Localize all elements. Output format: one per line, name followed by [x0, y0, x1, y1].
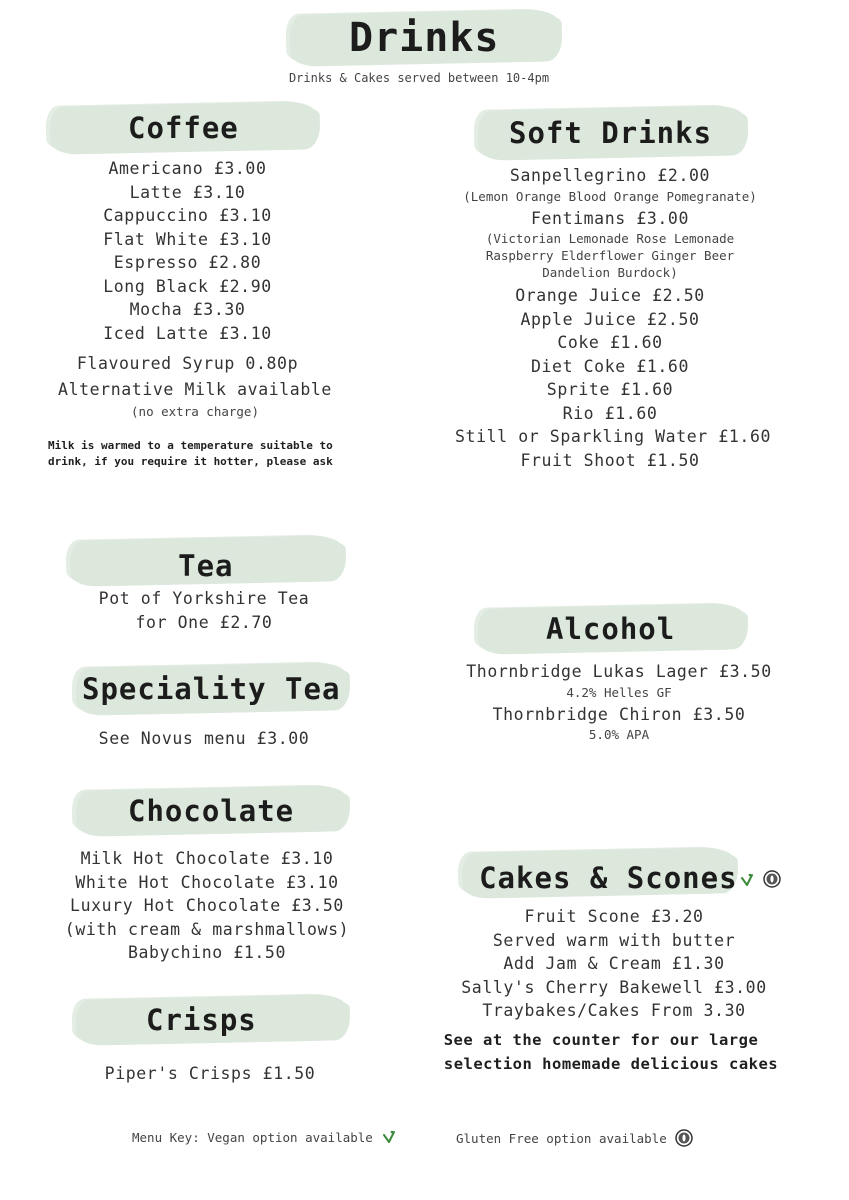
- coffee-list: [50, 157, 325, 345]
- soft-drinks-heading: Soft Drinks: [509, 116, 713, 150]
- cakes-heading: Cakes & Scones: [478, 860, 738, 895]
- counter-note: [430, 1028, 792, 1076]
- service-hours: Drinks & Cakes served between 10-4pm: [288, 71, 550, 85]
- soft-drinks-list: [455, 164, 772, 472]
- cakes-list: [455, 905, 773, 1023]
- fentimans-flavours: Raspberry Elderflower Ginger Beer: [485, 248, 735, 263]
- alcohol-heading: Alcohol: [546, 612, 676, 646]
- list-item: Thornbridge Lukas Lager £3.50: [466, 662, 772, 681]
- drinks-title-brush: [289, 9, 558, 67]
- milk-note-line: Milk is warmed to a temperature suitable to: [48, 439, 333, 452]
- list-item: Sanpellegrino £2.00: [509, 166, 711, 185]
- tea-heading: Tea: [178, 548, 234, 583]
- list-item: Espresso £2.80: [113, 253, 262, 272]
- alternative-milk: Alternative Milk available: [58, 379, 332, 399]
- menu-key-gf-label: Gluten Free option available: [456, 1130, 667, 1146]
- gluten-free-icon: [763, 868, 781, 888]
- counter-note-line: selection homemade delicious cakes: [443, 1055, 779, 1073]
- coffee-heading-brush: [50, 101, 317, 155]
- list-item: Diet Coke £1.60: [530, 356, 689, 376]
- coffee-extras: [50, 352, 340, 420]
- list-item: White Hot Chocolate £3.10: [75, 872, 339, 892]
- chocolate-list: [62, 847, 352, 965]
- list-item: Fruit Shoot £1.50: [520, 450, 700, 470]
- sanpellegrino-flavours: (Lemon Orange Blood Orange Pomegranate): [463, 188, 757, 204]
- chocolate-heading-brush: [76, 785, 347, 837]
- list-item: Fentimans £3.00: [530, 208, 689, 228]
- speciality-tea-heading: Speciality Tea: [81, 672, 341, 706]
- menu-key-vegan-label: Menu Key: Vegan option available: [132, 1129, 373, 1145]
- list-item: Milk Hot Chocolate £3.10: [80, 849, 334, 868]
- vegan-check-icon: [381, 1129, 397, 1145]
- list-item: Apple Juice £2.50: [520, 309, 700, 329]
- list-item: Iced Latte £3.10: [103, 323, 272, 343]
- tea-heading-brush: [70, 535, 343, 587]
- lager-note: 4.2% Helles GF: [566, 684, 672, 700]
- fentimans-flavours: (Victorian Lemonade Rose Lemonade: [485, 231, 735, 246]
- coffee-heading: Coffee: [127, 111, 239, 146]
- list-item: Sally's Cherry Bakewell £3.00: [461, 977, 767, 997]
- list-item: Americano £3.00: [108, 159, 267, 178]
- crisps-heading: Crisps: [145, 1003, 257, 1038]
- vegan-check-icon: [739, 869, 755, 888]
- flavoured-syrup: Flavoured Syrup 0.80p: [76, 354, 299, 373]
- list-item: Mocha £3.30: [129, 300, 246, 319]
- list-item: Fruit Scone £3.20: [524, 907, 704, 926]
- list-item: Rio £1.60: [562, 403, 658, 423]
- alcohol-list: [460, 660, 778, 743]
- speciality-tea-list: [64, 727, 344, 751]
- list-item: Still or Sparkling Water £1.60: [455, 427, 772, 446]
- list-item: Served warm with butter: [492, 930, 736, 950]
- list-item: Add Jam & Cream £1.30: [503, 954, 725, 973]
- list-item: Babychino £1.50: [127, 943, 286, 962]
- gluten-free-icon: [675, 1129, 693, 1147]
- list-item: Coke £1.60: [557, 333, 663, 352]
- soft-drinks-heading-brush: [478, 105, 745, 161]
- milk-note-line: drink, if you require it hotter, please ask: [48, 455, 333, 468]
- list-item: Piper's Crisps £1.50: [104, 1064, 316, 1083]
- fentimans-flavours: Dandelion Burdock): [542, 265, 678, 280]
- list-item: Thornbridge Chiron £3.50: [492, 704, 746, 724]
- counter-note-line: See at the counter for our large: [443, 1031, 759, 1049]
- list-item: Pot of Yorkshire Tea: [98, 589, 310, 608]
- list-item: for One £2.70: [135, 612, 273, 632]
- list-item: Orange Juice £2.50: [515, 286, 705, 305]
- cakes-heading-brush: [462, 847, 738, 899]
- chiron-note: 5.0% APA: [588, 727, 650, 742]
- page-title: Drinks: [348, 15, 500, 61]
- speciality-tea-heading-brush: [76, 662, 347, 716]
- crisps-list: [70, 1062, 350, 1086]
- milk-temperature-note: [48, 438, 348, 470]
- chocolate-heading: Chocolate: [127, 794, 295, 829]
- list-item: Traybakes/Cakes From 3.30: [482, 1001, 746, 1020]
- alternative-milk-note: (no extra charge): [131, 404, 259, 419]
- list-item: Latte £3.10: [129, 182, 246, 202]
- list-item: Long Black £2.90: [103, 276, 272, 296]
- tea-list: [64, 587, 344, 634]
- crisps-heading-brush: [76, 994, 347, 1046]
- list-item: Sprite £1.60: [546, 380, 674, 399]
- menu-key-vegan: [132, 1129, 397, 1145]
- menu-key-gluten-free: [456, 1129, 693, 1147]
- alcohol-heading-brush: [478, 603, 745, 655]
- list-item: See Novus menu £3.00: [98, 729, 310, 748]
- list-item: Luxury Hot Chocolate £3.50: [70, 896, 344, 915]
- list-item: Flat White £3.10: [103, 229, 272, 249]
- list-item: Cappuccino £3.10: [103, 206, 272, 225]
- list-item: (with cream & marshmallows): [64, 919, 350, 939]
